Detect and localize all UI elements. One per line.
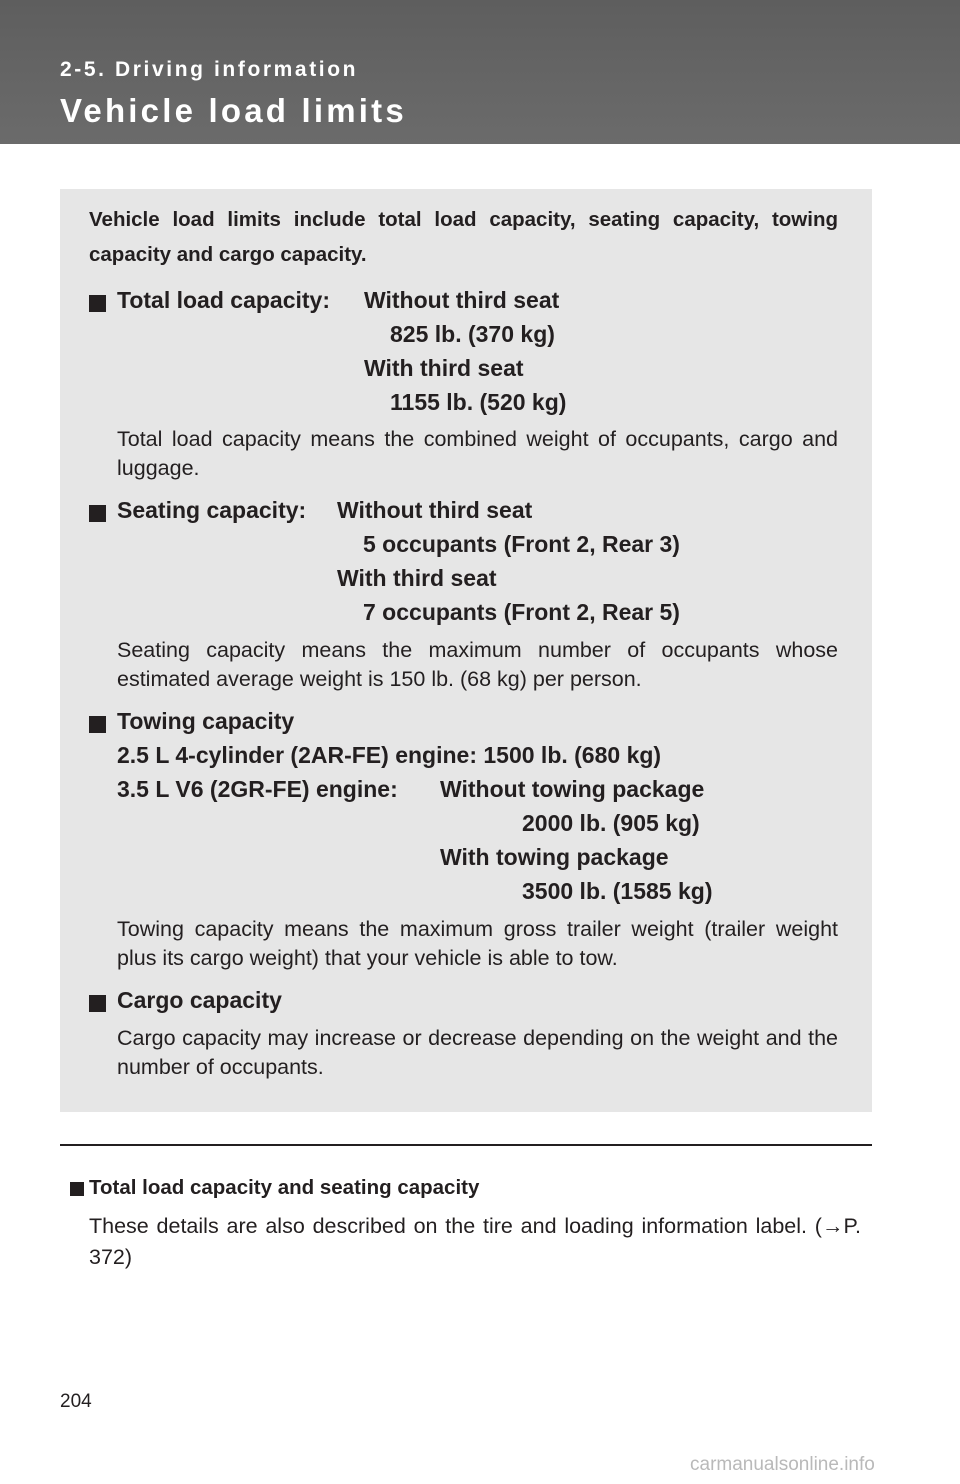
square-bullet-icon xyxy=(70,1182,84,1196)
towing-with-label: With towing package xyxy=(440,844,669,870)
seating-without-label: Without third seat xyxy=(337,497,533,523)
page-title: Vehicle load limits xyxy=(60,92,407,129)
divider xyxy=(60,1144,872,1146)
square-bullet-icon xyxy=(89,995,106,1012)
arrow-right-icon: → xyxy=(821,1214,844,1238)
watermark: carmanualsonline.info xyxy=(690,1454,875,1475)
towing-with-value: 3500 lb. (1585 kg) xyxy=(522,878,713,904)
page-header xyxy=(0,0,960,144)
total-load-description: Total load capacity means the combined weight of occupants, cargo and luggage. xyxy=(117,427,838,480)
towing-engine-2: 3.5 L V6 (2GR-FE) engine: xyxy=(117,776,398,802)
square-bullet-icon xyxy=(89,505,106,522)
note-body-text: These details are also described on the tire and loading information label. ( xyxy=(89,1214,822,1238)
square-bullet-icon xyxy=(89,295,106,312)
note-heading: Total load capacity and seating capacity xyxy=(89,1176,480,1199)
total-load-with-label: With third seat xyxy=(364,355,524,381)
seating-heading: Seating capacity: xyxy=(117,497,307,523)
cargo-heading: Cargo capacity xyxy=(117,987,282,1013)
towing-heading: Towing capacity xyxy=(117,708,295,734)
page-number: 204 xyxy=(60,1391,92,1412)
seating-with-label: With third seat xyxy=(337,565,497,591)
square-bullet-icon xyxy=(89,716,106,733)
note-body xyxy=(89,1211,861,1273)
page-reference-link[interactable]: P. 372) xyxy=(89,1214,861,1269)
intro-text: Vehicle load limits include total load capacity, seating capacity, towing capacity and cargo capacity. xyxy=(89,208,838,266)
section-label: 2-5. Driving information xyxy=(60,58,359,81)
towing-description: Towing capacity means the maximum gross trailer weight (trailer weight plus its cargo weight) that your vehicle is able to tow. xyxy=(117,917,838,970)
seating-description: Seating capacity means the maximum number of occupants whose estimated average weight is 150 lb. (68 kg) per person. xyxy=(117,638,838,691)
total-load-heading: Total load capacity: xyxy=(117,287,331,313)
seating-with-value: 7 occupants (Front 2, Rear 5) xyxy=(363,599,680,625)
towing-engine-1: 2.5 L 4-cylinder (2AR-FE) engine: 1500 lb. (680 kg) xyxy=(117,742,662,768)
total-load-without-label: Without third seat xyxy=(364,287,560,313)
total-load-without-value: 825 lb. (370 kg) xyxy=(390,321,555,347)
towing-without-value: 2000 lb. (905 kg) xyxy=(522,810,700,836)
cargo-description: Cargo capacity may increase or decrease depending on the weight and the number of occupants. xyxy=(117,1026,838,1079)
towing-without-label: Without towing package xyxy=(440,776,705,802)
seating-without-value: 5 occupants (Front 2, Rear 3) xyxy=(363,531,680,557)
total-load-with-value: 1155 lb. (520 kg) xyxy=(390,389,567,415)
